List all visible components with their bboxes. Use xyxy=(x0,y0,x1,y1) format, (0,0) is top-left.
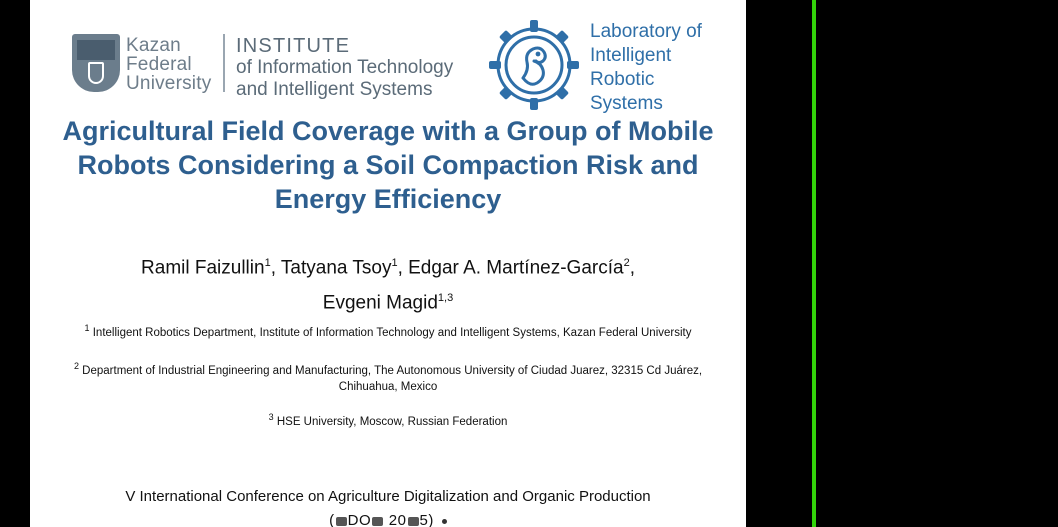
conference-acronym-mid: DO xyxy=(347,512,372,527)
affiliation-2 xyxy=(60,358,716,395)
participant-panel[interactable] xyxy=(816,0,1058,527)
kfu-line-1: Kazan xyxy=(126,35,181,56)
institute-line-1: INSTITUTE xyxy=(236,35,351,57)
institute-wordmark xyxy=(236,35,453,101)
kazan-federal-university-shield-icon xyxy=(72,34,120,92)
author-line-1-trailing: , xyxy=(629,257,635,279)
lirs-wordmark xyxy=(590,20,702,116)
kazan-federal-university-wordmark xyxy=(126,36,211,93)
obscured-text-block xyxy=(408,517,419,526)
affiliation-1-text: Intelligent Robotics Department, Institute of Information Technology and Intelligent Systems, Kazan Federal University xyxy=(92,326,692,339)
slide-logo-row xyxy=(30,8,746,112)
affiliation-1-marker: 1 xyxy=(84,323,90,333)
lirs-line-3: Robotic xyxy=(590,69,655,90)
logo-divider xyxy=(223,34,225,92)
left-black-margin xyxy=(0,0,30,527)
author-1-name: Ramil Faizullin xyxy=(141,257,265,279)
affiliation-2-text: Department of Industrial Engineering and Manufacturing, The Autonomous University of Ciudad Juarez, 32315 Cd Juárez, Chihuahua, Mexico xyxy=(82,364,703,393)
institute-line-2: of Information Technology xyxy=(236,57,454,78)
slide-authors xyxy=(50,248,726,319)
kfu-line-3: University xyxy=(126,73,212,94)
author-3-affiliation-marker: 2 xyxy=(623,257,630,269)
lirs-gear-dragon-icon xyxy=(485,16,583,114)
lirs-line-2: Intelligent xyxy=(590,45,672,66)
slide-title: Agricultural Field Coverage with a Group of Mobile Robots Considering a Soil Compaction Risk and Energy Efficiency xyxy=(62,116,714,214)
author-1-affiliation-marker: 1 xyxy=(264,257,271,269)
obscured-text-block xyxy=(372,517,383,526)
affiliation-3 xyxy=(60,409,716,430)
presentation-slide[interactable] xyxy=(30,0,746,527)
obscured-text-block xyxy=(336,517,347,526)
conference-name: V International Conference on Agriculture Digitalization and Organic Production xyxy=(125,488,651,505)
conference-year-prefix: 20 xyxy=(384,512,407,527)
conference-acronym-year xyxy=(50,509,726,527)
cursor-dot xyxy=(442,519,447,524)
lirs-line-1: Laboratory of xyxy=(590,21,702,42)
conference-paren-close: 5) xyxy=(419,512,434,527)
author-4-affiliation-marker: 1,3 xyxy=(437,292,454,305)
affiliation-2-marker: 2 xyxy=(73,361,79,371)
affiliation-3-marker: 3 xyxy=(268,412,274,422)
institute-line-3: and Intelligent Systems xyxy=(236,79,433,100)
slide-conference-info xyxy=(50,485,726,527)
conference-paren-open: ( xyxy=(329,512,335,527)
affiliation-3-text: HSE University, Moscow, Russian Federation xyxy=(276,415,508,428)
kfu-line-2: Federal xyxy=(126,54,192,75)
author-4-name: Evgeni Magid xyxy=(322,292,438,314)
lirs-line-4: Systems xyxy=(590,93,663,114)
affiliation-1 xyxy=(60,320,716,341)
author-2-name: , Tatyana Tsoy xyxy=(270,257,392,279)
author-3-name: , Edgar A. Martínez-García xyxy=(397,257,624,279)
author-2-affiliation-marker: 1 xyxy=(391,257,398,269)
right-black-margin xyxy=(746,0,810,527)
